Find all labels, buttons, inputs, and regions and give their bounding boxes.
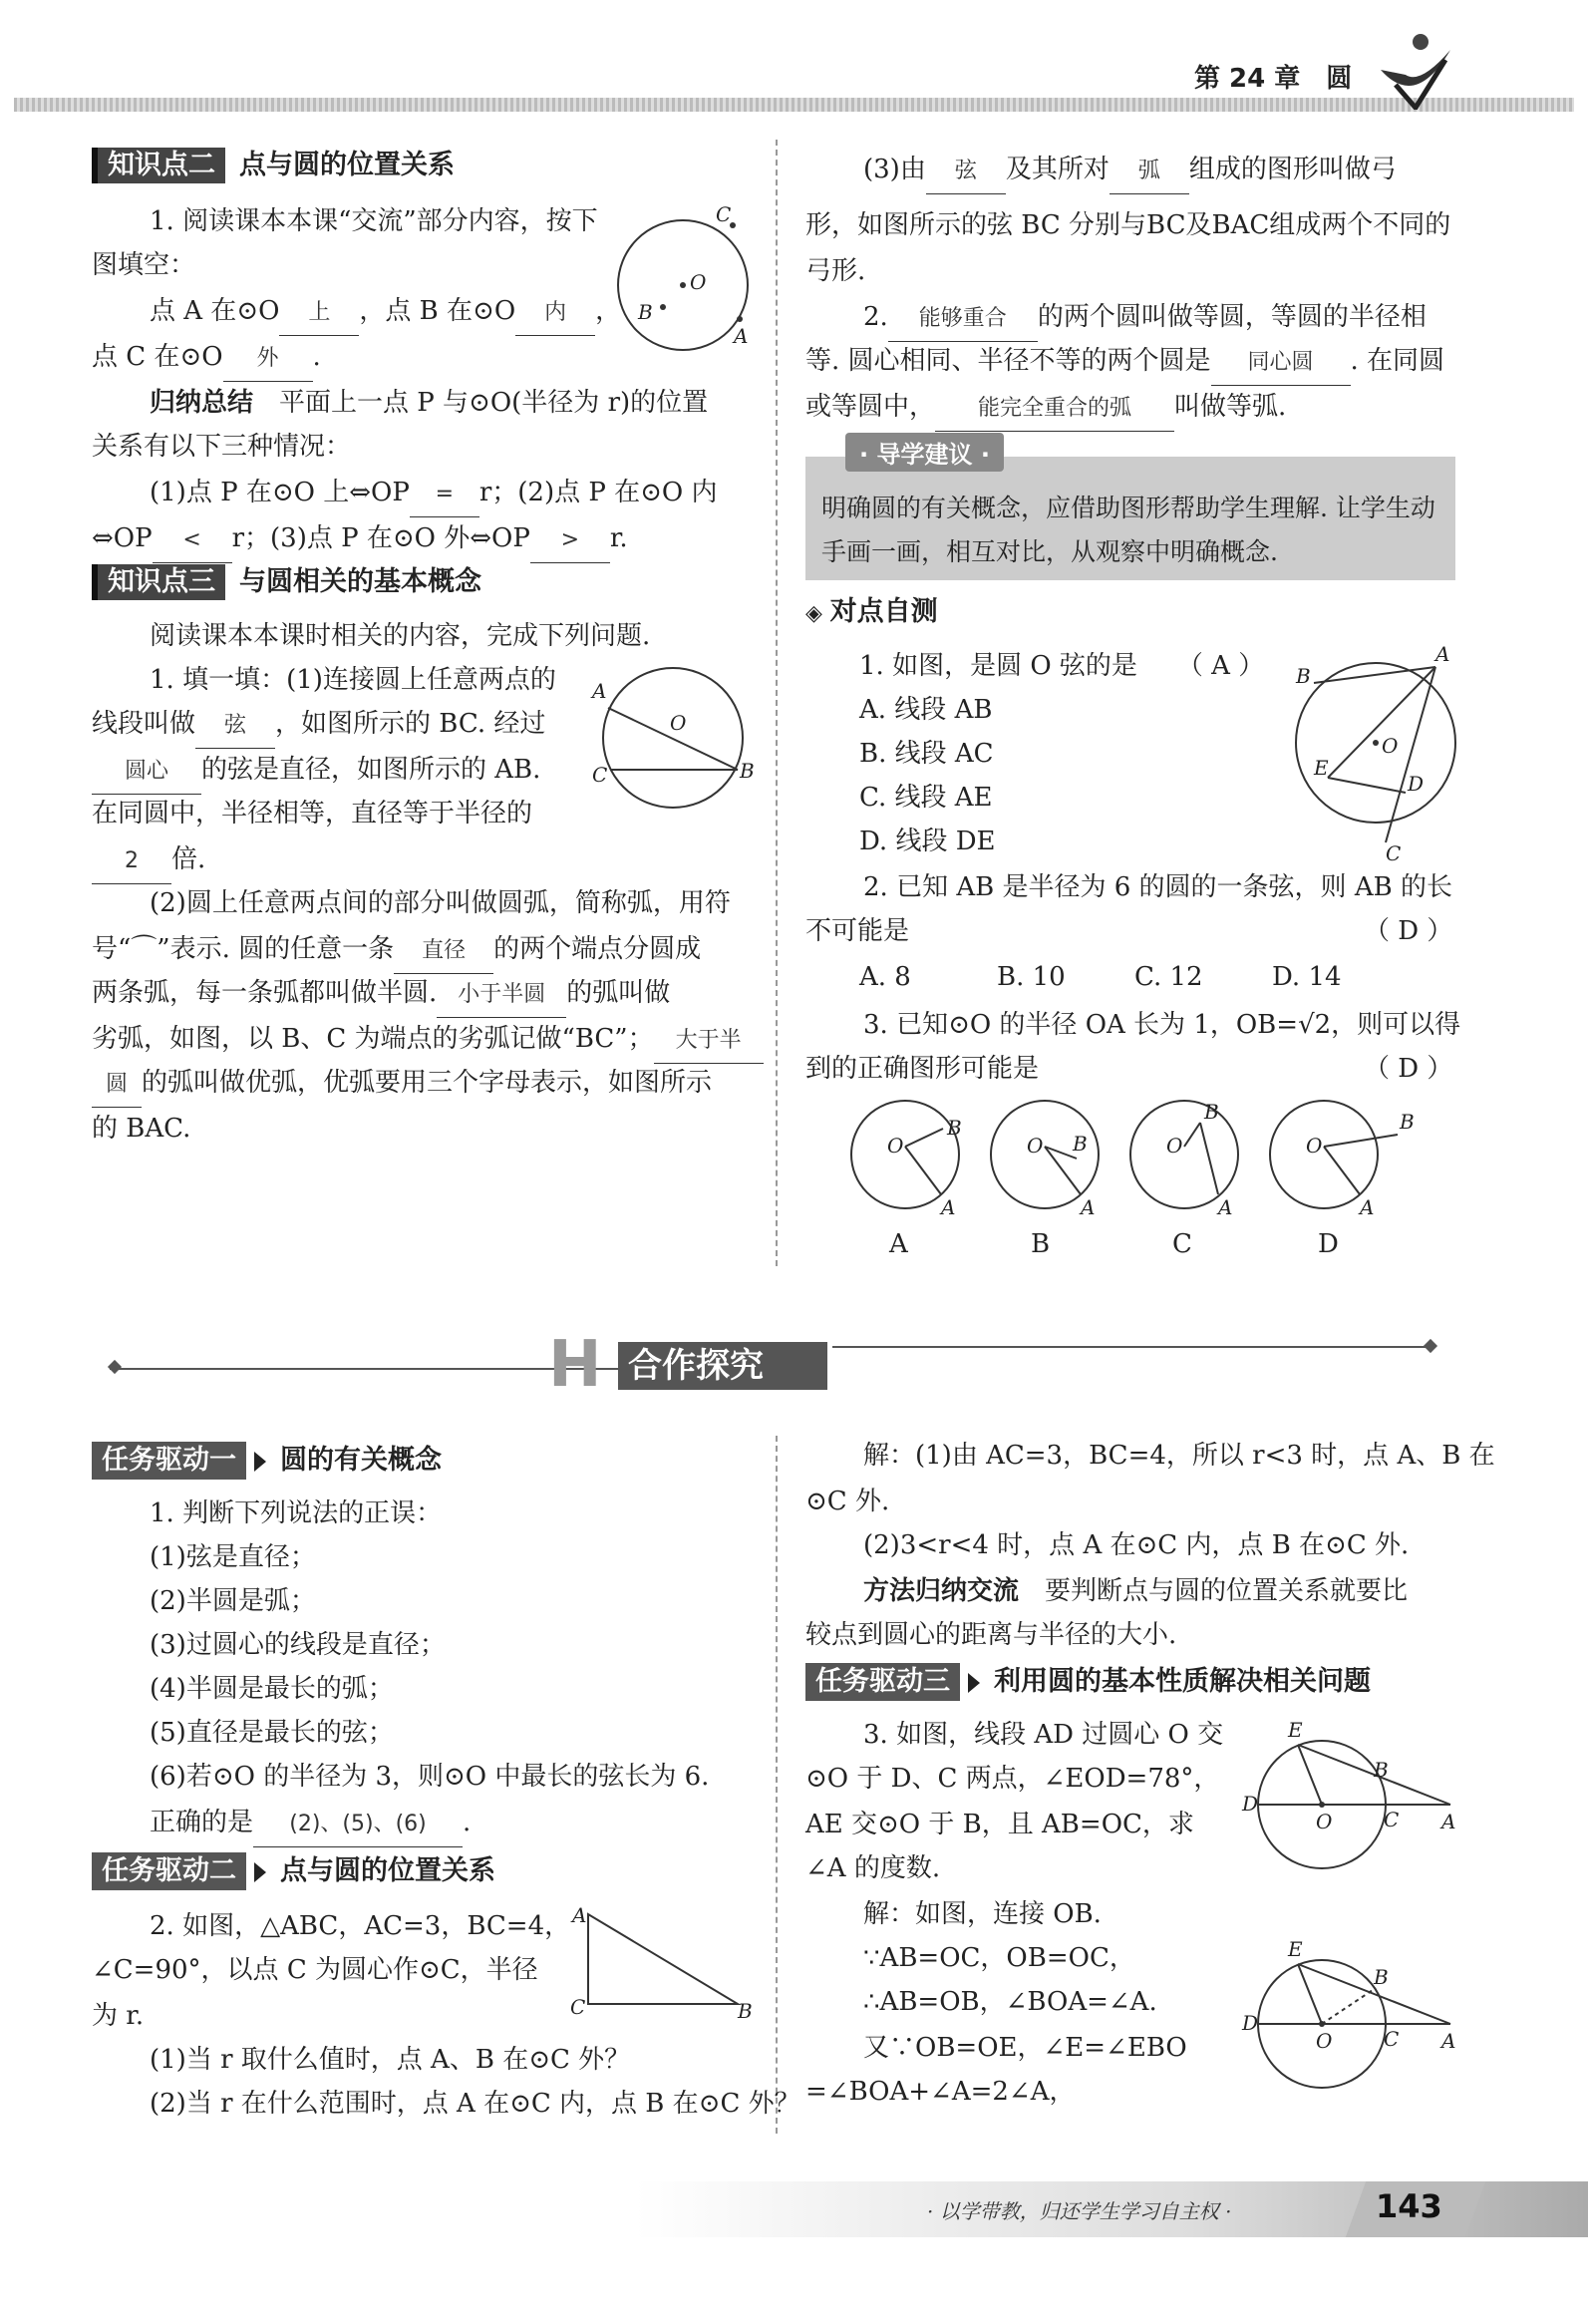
solution-line: (2)3<r<4 时，点 A 在⊙C 内，点 B 在⊙C 外.	[863, 1530, 1410, 1560]
text-line: ∠C=90°，以点 C 为圆心作⊙C，半径	[92, 1955, 538, 1985]
svg-text:B: B	[1073, 1132, 1088, 1156]
svg-text:B: B	[740, 759, 755, 783]
svg-text:C: C	[716, 202, 732, 226]
text-line: 两条弧，每一条弧都叫做半圆. 小于半圆 的弧叫做	[92, 971, 670, 1018]
svg-text:A: A	[1218, 1195, 1233, 1219]
text-line: 正确的是 (2)、(5)、(6) .	[150, 1801, 471, 1847]
footer-bar	[0, 2181, 1588, 2237]
svg-text:E: E	[1314, 756, 1329, 780]
solution-line: ∵AB=OC，OB=OC，	[863, 1943, 1135, 1973]
text-line: 等. 圆心相同、半径不等的两个圆是 同心圆 . 在同圆	[805, 339, 1444, 386]
right-triangle-figure	[568, 1904, 758, 2024]
figure-label: A	[889, 1229, 908, 1259]
text-line: 关系有以下三种情况：	[92, 432, 352, 462]
text-line: 圆 的弧叫做优弧，优弧要用三个字母表示，如图所示	[92, 1061, 712, 1108]
svg-text:O: O	[1316, 1810, 1333, 1833]
svg-text:O: O	[887, 1134, 904, 1158]
text-line: ∠A 的度数.	[805, 1853, 941, 1883]
section-heading-2: 知识点二 点与圆的位置关系	[92, 148, 455, 183]
list-item: (2)半圆是弧；	[150, 1586, 316, 1616]
svg-text:B: B	[1374, 1758, 1389, 1782]
option: D. 14	[1272, 962, 1342, 992]
answer-blank: 能够重合	[888, 297, 1038, 342]
text-line: (1)当 r 取什么值时，点 A、B 在⊙C 外？	[150, 2045, 631, 2075]
svg-text:A: A	[1360, 1195, 1375, 1219]
text-line: 劣弧，如图，以 B、C 为端点的劣弧记做“BC”； 大于半	[92, 1017, 764, 1064]
answer-blank: 上	[279, 291, 359, 336]
svg-text:O: O	[670, 711, 687, 735]
text-line: 不可能是 （ D ）	[805, 916, 1453, 946]
svg-text:A: A	[1435, 643, 1450, 666]
guide-text: 明确圆的有关概念，应借助图形帮助学生理解. 让学生动手画一画，相互对比，从观察中明确概念.	[821, 494, 1435, 566]
list-item: (3)过圆心的线段是直径；	[150, 1630, 446, 1660]
text-line: 为 r.	[92, 2001, 145, 2031]
answer-blank: (2)、(5)、(6)	[253, 1803, 463, 1847]
answer-blank: 同心圆	[1211, 341, 1351, 386]
option: D. 线段 DE	[859, 827, 996, 856]
answer-blank: 小于半圆	[437, 973, 566, 1018]
option: C. 线段 AE	[859, 783, 993, 813]
svg-text:O: O	[1316, 2029, 1333, 2053]
page-number: 143	[1376, 2187, 1442, 2225]
list-item: (1)弦是直径；	[150, 1542, 316, 1572]
study-guide-box	[805, 441, 1455, 580]
answer-blank: 内	[515, 291, 595, 336]
task3-heading: 任务驱动三 利用圆的基本性质解决相关问题	[805, 1663, 1371, 1701]
text-line: 较点到圆心的距离与半径的大小.	[805, 1620, 1177, 1650]
section-heading-3: 知识点三 与圆相关的基本概念	[92, 564, 481, 600]
text-line: 2. 能够重合 的两个圆叫做等圆，等圆的半径相	[863, 295, 1427, 342]
text-line: 方法归纳交流 要判断点与圆的位置关系就要比	[863, 1576, 1409, 1606]
svg-text:B: B	[1400, 1110, 1415, 1134]
answer-blank: 大于半	[654, 1019, 764, 1064]
answer-blank: 圆	[92, 1063, 142, 1108]
chapter-title: 第 24 章 圆	[1194, 64, 1353, 94]
answer-blank: 圆心	[92, 750, 201, 795]
svg-text:A: A	[734, 324, 749, 348]
circle-figure-test1	[1286, 643, 1465, 862]
svg-text:B: B	[738, 1999, 753, 2023]
figure-label: C	[1172, 1229, 1192, 1259]
svg-text:C: C	[1384, 2027, 1400, 2051]
svg-text:B: B	[1374, 1965, 1389, 1989]
logo-icon	[1376, 30, 1455, 110]
guide-title: · 导学建议 ·	[845, 433, 1004, 472]
list-item: (4)半圆是最长的弧；	[150, 1674, 394, 1704]
solution-line: ⊙C 外.	[805, 1487, 890, 1516]
text-line: AE 交⊙O 于 B，且 AB=OC，求	[805, 1810, 1194, 1839]
text-line: 点 A 在⊙O 上 ，点 B 在⊙O 内 ，	[150, 289, 621, 336]
text-line: (1)点 P 在⊙O 上⇔OP = r；(2)点 P 在⊙O 内	[150, 471, 717, 517]
svg-text:O: O	[690, 270, 707, 294]
option: B. 10	[997, 962, 1066, 992]
svg-text:O: O	[1382, 734, 1399, 758]
text-line: 3. 已知⊙O 的半径 OA 长为 1，OB=√2，则可以得	[863, 1010, 1461, 1040]
svg-text:B: B	[1296, 664, 1311, 688]
svg-text:A: A	[592, 679, 607, 703]
footer-motto: · 以学带教，归还学生学习自主权 ·	[927, 2199, 1232, 2223]
text-line: 3. 如图，线段 AD 过圆心 O 交	[863, 1720, 1224, 1750]
svg-text:D: D	[1408, 772, 1425, 796]
option: A. 线段 AB	[859, 695, 993, 725]
text-line: 1. 如图，是圆 O 弦的是 （ A ）	[859, 651, 1265, 681]
svg-text:O: O	[1306, 1134, 1323, 1158]
svg-text:E: E	[1288, 1937, 1303, 1961]
figure-label: D	[1318, 1229, 1339, 1259]
list-item: (6)若⊙O 的半径为 3，则⊙O 中最长的弦长为 6.	[150, 1762, 710, 1792]
solution-line: =∠BOA+∠A=2∠A，	[805, 2077, 1076, 2107]
text-line: 阅读课本本课时相关的内容，完成下列问题.	[150, 621, 651, 651]
text-line: 弓形.	[805, 256, 866, 286]
option: A. 8	[859, 962, 911, 992]
text-line: (2)圆上任意两点间的部分叫做圆弧，简称弧，用符	[150, 888, 731, 918]
text-line: 图填空：	[92, 250, 196, 280]
text-line: (3)由 弦 及其所对 弧 组成的图形叫做弓	[863, 148, 1397, 194]
svg-text:O: O	[1166, 1134, 1183, 1158]
circle-figure-chord	[588, 658, 758, 818]
list-item: (5)直径是最长的弦；	[150, 1718, 394, 1748]
text-line: 点 C 在⊙O 外 .	[92, 335, 321, 382]
text-line: 到的正确图形可能是 （ D ）	[805, 1054, 1453, 1084]
circle-figure-q3	[1236, 1715, 1465, 1874]
text-line: 1. 阅读课本本课“交流”部分内容，按下	[150, 206, 598, 236]
answer-blank: 能完全重合的弧	[935, 387, 1174, 432]
text-line: 号“⌒”表示. 圆的任意一条 直径 的两个端点分圆成	[92, 927, 701, 974]
svg-text:C: C	[1384, 1808, 1400, 1831]
text-line: 1. 判断下列说法的正误：	[150, 1498, 443, 1528]
solution-line: 解：(1)由 AC=3，BC=4，所以 r<3 时，点 A、B 在	[863, 1441, 1495, 1471]
text-line: 2 倍.	[92, 837, 205, 884]
svg-text:C: C	[1386, 841, 1402, 862]
circle-figure-abc	[608, 197, 758, 357]
solution-line: 解：如图，连接 OB.	[863, 1899, 1102, 1929]
answer-blank: <	[153, 518, 232, 563]
answer-blank: 弧	[1110, 150, 1189, 194]
text-line: 在同圆中，半径相等，直径等于半径的	[92, 799, 533, 829]
answer-blank: 直径	[394, 929, 493, 974]
test3-figures	[845, 1095, 1463, 1254]
circle-figure-q3-solution	[1236, 1934, 1465, 2094]
solution-line: ∴AB=OB，∠BOA=∠A.	[863, 1987, 1157, 2017]
svg-text:A: A	[1081, 1195, 1096, 1219]
svg-text:D: D	[1242, 2011, 1259, 2035]
text-line: 的 BAC.	[92, 1114, 191, 1144]
option: B. 线段 AC	[859, 739, 994, 769]
answer-blank: 弦	[926, 150, 1006, 194]
h-letter-icon: H	[548, 1328, 602, 1402]
text-line: (2)当 r 在什么范围时，点 A 在⊙C 内，点 B 在⊙C 外？	[150, 2089, 800, 2119]
svg-text:C: C	[570, 1995, 586, 2019]
answer-blank: =	[410, 473, 479, 517]
text-line: 1. 填一填：(1)连接圆上任意两点的	[150, 665, 556, 695]
text-line: 2. 如图，△ABC，AC=3，BC=4，	[150, 1911, 571, 1941]
svg-text:A: A	[1441, 1810, 1456, 1833]
text-line: 或等圆中， 能完全重合的弧 叫做等弧.	[805, 385, 1286, 432]
svg-text:A: A	[1441, 2029, 1456, 2053]
answer-blank: 2	[92, 839, 171, 884]
svg-text:B: B	[638, 300, 653, 324]
task1-heading: 任务驱动一 圆的有关概念	[92, 1442, 442, 1480]
svg-text:B: B	[1204, 1100, 1219, 1124]
text-line: 线段叫做 弦 ，如图所示的 BC. 经过	[92, 702, 545, 749]
column-divider	[776, 140, 778, 1266]
header-bar	[14, 98, 1574, 112]
column-divider-lower	[776, 1436, 778, 2134]
svg-text:O: O	[1027, 1134, 1044, 1158]
solution-line: 又∵OB=OE，∠E=∠EBO	[863, 2033, 1187, 2063]
figure-label: B	[1031, 1229, 1051, 1259]
text-line: 形，如图所示的弦 BC 分别与BC及BAC组成两个不同的	[805, 210, 1451, 240]
answer-blank: 弦	[195, 704, 275, 749]
task2-heading: 任务驱动二 点与圆的位置关系	[92, 1852, 495, 1890]
self-test-heading: ◈ 对点自测	[805, 596, 938, 627]
svg-text:C: C	[592, 763, 608, 787]
text-line: 2. 已知 AB 是半径为 6 的圆的一条弦，则 AB 的长	[863, 872, 1452, 902]
text-line: ⇔OP < r；(3)点 P 在⊙O 外⇔OP > r.	[92, 516, 628, 563]
text-line: ⊙O 于 D、C 两点，∠EOD=78°，	[805, 1764, 1220, 1794]
answer-blank: >	[530, 518, 610, 563]
svg-text:A: A	[941, 1195, 956, 1219]
option: C. 12	[1134, 962, 1203, 992]
svg-text:B: B	[947, 1116, 962, 1140]
text-line: 归纳总结 平面上一点 P 与⊙O(半径为 r)的位置	[150, 388, 709, 418]
answer-blank: 外	[223, 337, 313, 382]
text-line: 圆心 的弦是直径，如图所示的 AB.	[92, 748, 540, 795]
svg-text:E: E	[1288, 1718, 1303, 1742]
cooperative-exploration-banner: H 合作探究	[110, 1336, 1435, 1396]
svg-text:A: A	[572, 1904, 587, 1927]
svg-text:D: D	[1242, 1792, 1259, 1816]
